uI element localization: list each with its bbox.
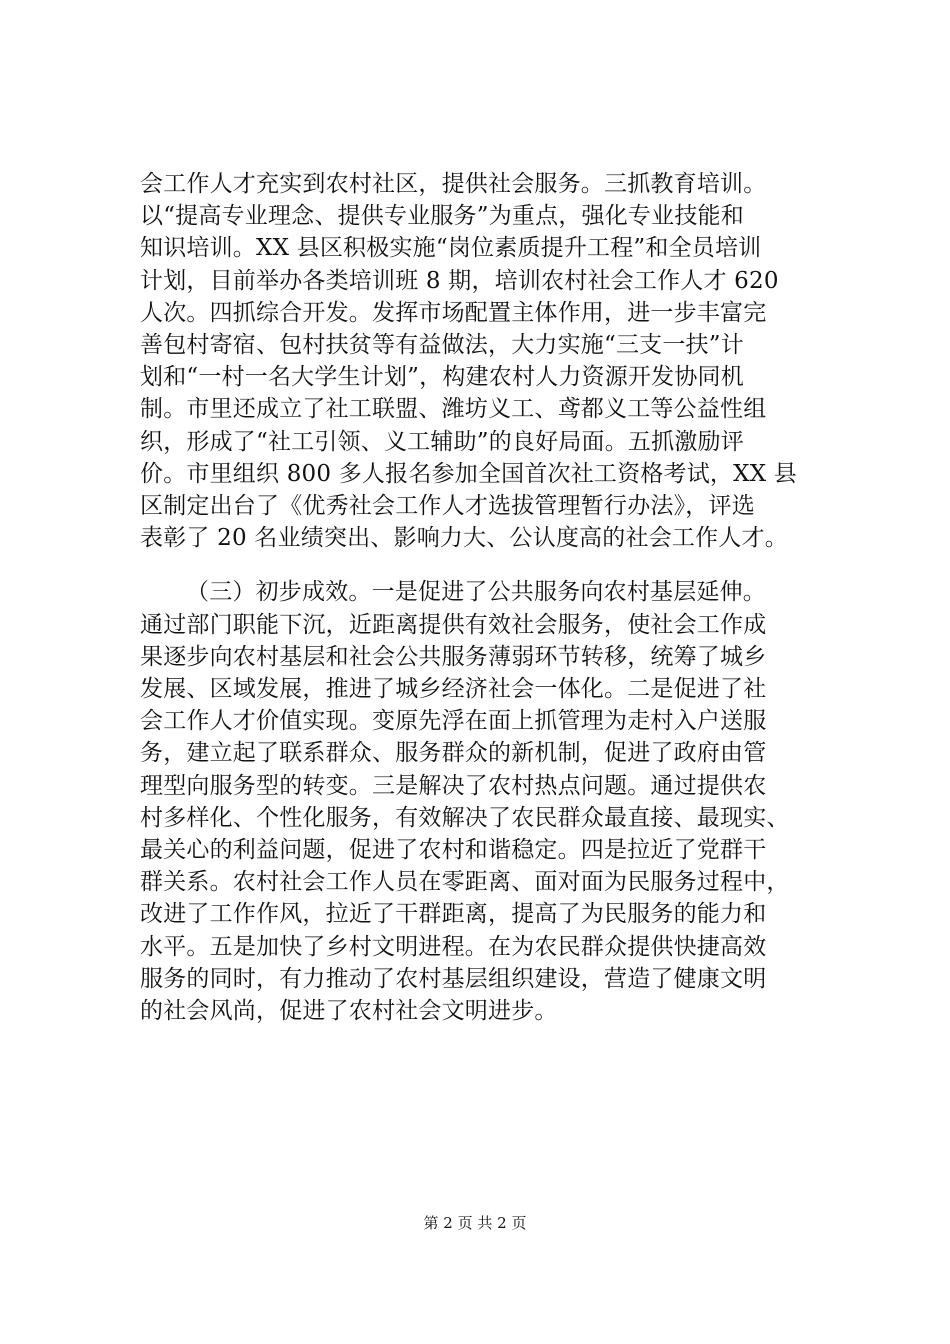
text-line: 的社会风尚，促进了农村社会文明进步。 [140, 998, 558, 1025]
text-line: 服务的同时，有力推动了农村基层组织建设，营造了健康文明 [140, 965, 767, 992]
paragraph-talent-measures [140, 168, 840, 554]
text-line: 表彰了 20 名业绩突出、影响力大、公认度高的社会工作人才。 [140, 525, 788, 552]
text-line: 织，形成了“社工引领、义工辅助”的良好局面。五抓激励评 [140, 428, 744, 455]
page-number-footer: 第 2 页 共 2 页 [423, 1214, 527, 1232]
text-line: 果逐步向农村基层和社会公共服务薄弱环节转移，统筹了城乡 [140, 643, 767, 670]
text-line: 区制定出台了《优秀社会工作人才选拔管理暂行办法》，评选 [140, 493, 755, 520]
text-line: 务，建立起了联系群众、服务群众的新机制，促进了政府由管 [140, 740, 767, 767]
document-body [140, 168, 840, 1027]
text-line: 群关系。农村社会工作人员在零距离、面对面为民服务过程中， [140, 869, 790, 896]
text-line: 村多样化、个性化服务，有效解决了农民群众最直接、最现实、 [140, 804, 790, 831]
text-line: 划和“一村一名大学生计划”，构建农村人力资源开发协同机 [140, 364, 744, 391]
text-line: 会工作人才价值实现。变原先浮在面上抓管理为走村入户送服 [140, 708, 767, 735]
text-line: 制。市里还成立了社工联盟、潍坊义工、鸢都义工等公益性组 [140, 396, 767, 423]
paragraph-initial-results [140, 576, 840, 1027]
text-line: 计划，目前举办各类培训班 8 期，培训农村社会工作人才 620 [140, 267, 779, 294]
text-line: 理型向服务型的转变。三是解决了农村热点问题。通过提供农 [140, 772, 767, 799]
text-line: 改进了工作作风，拉近了干群距离，提高了为民服务的能力和 [140, 901, 767, 928]
text-line: 价。市里组织 800 多人报名参加全国首次社工资格考试，XX 县 [140, 460, 797, 487]
text-line: 最关心的利益问题，促进了农村和谐稳定。四是拉近了党群干 [140, 837, 767, 864]
text-line: 水平。五是加快了乡村文明进程。在为农民群众提供快捷高效 [140, 933, 767, 960]
text-line: 发展、区域发展，推进了城乡经济社会一体化。二是促进了社 [140, 676, 767, 703]
text-line: （三）初步成效。一是促进了公共服务向农村基层延伸。 [186, 579, 766, 606]
text-line: 人次。四抓综合开发。发挥市场配置主体作用，进一步丰富完 [140, 299, 767, 326]
text-line: 会工作人才充实到农村社区，提供社会服务。三抓教育培训。 [140, 171, 767, 197]
text-line: 善包村寄宿、包村扶贫等有益做法，大力实施“三支一扶”计 [140, 332, 744, 359]
text-line: 通过部门职能下沉，近距离提供有效社会服务，使社会工作成 [140, 611, 767, 638]
text-line: 以“提高专业理念、提供专业服务”为重点，强化专业技能和 [140, 203, 744, 230]
text-line: 知识培训。XX 县区积极实施“岗位素质提升工程”和全员培训 [140, 235, 762, 262]
